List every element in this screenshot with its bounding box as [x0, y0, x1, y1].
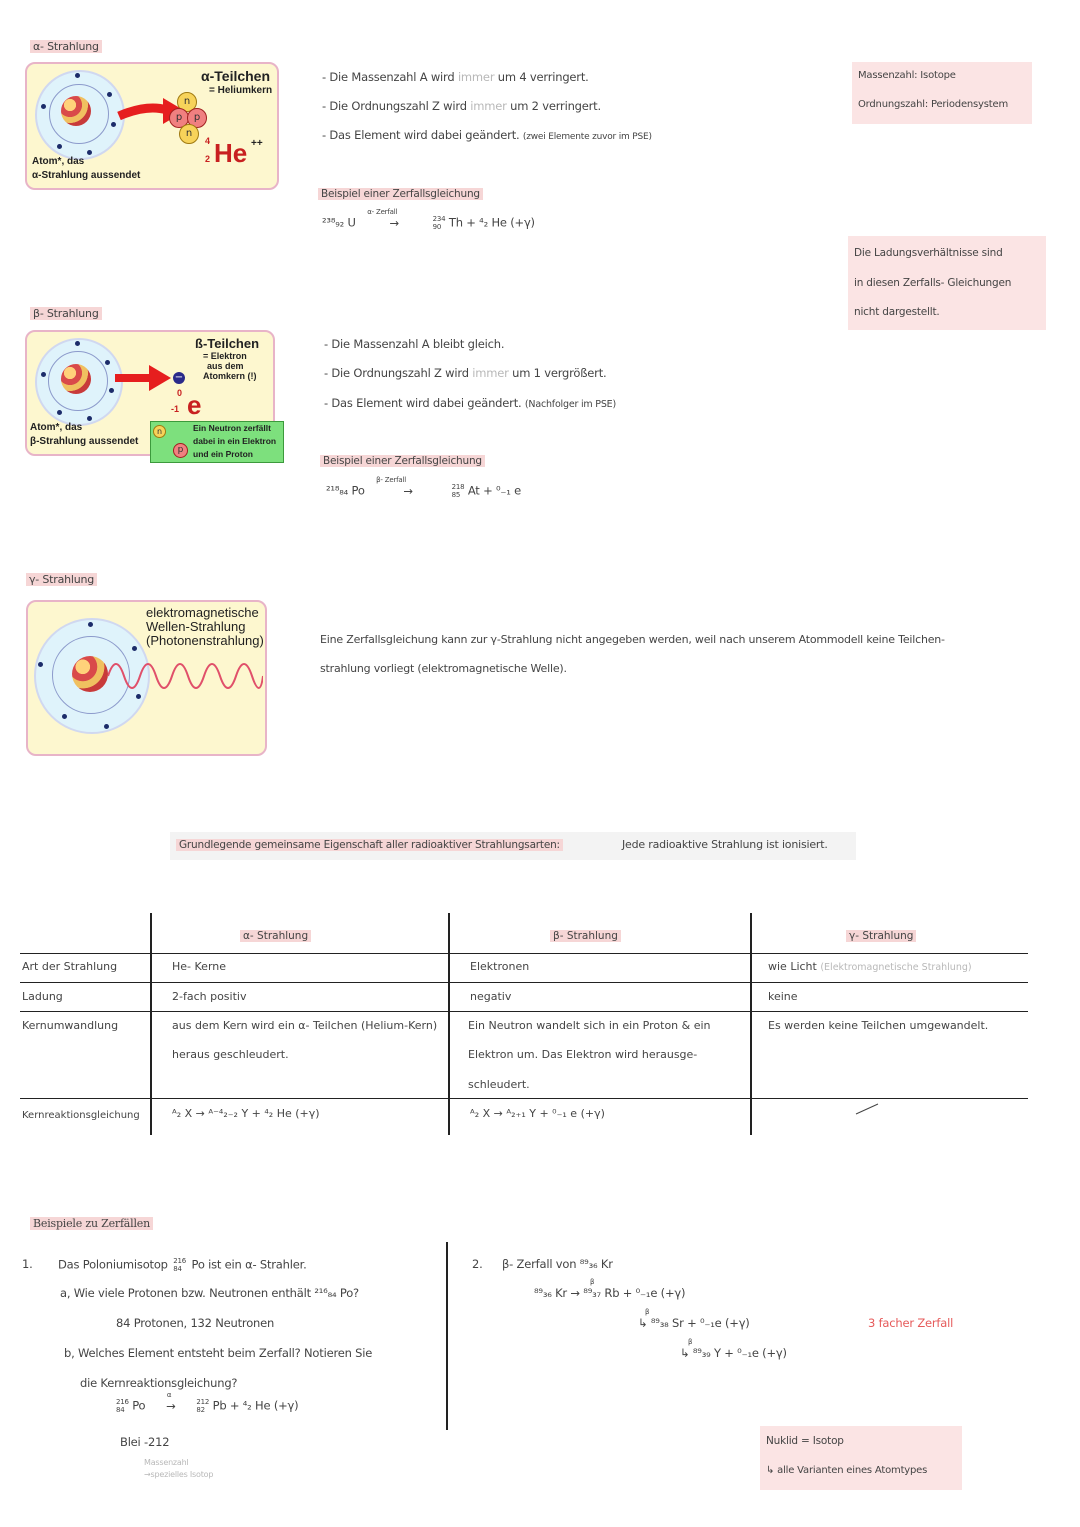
common-property: [170, 832, 856, 860]
electron-symbol: e: [187, 390, 202, 420]
example-1-question-a: a, Wie viele Protonen bzw. Neutronen enthält ²¹⁶₈₄ Po?: [60, 1286, 359, 1300]
row-label-kern: Kernumwandlung: [22, 1019, 119, 1032]
beta-diagram: − ß-Teilchen = Elektron aus dem Atomkern (!) 0 -1 e Atom*, das β-Strahlung aussendet: [25, 330, 275, 456]
nuklid-note: Nuklid = Isotop ↳ alle Varianten eines Atomtypes: [760, 1426, 962, 1490]
gamma-text-1: Eine Zerfallsgleichung kann zur γ-Strahlung nicht angegeben werden, weil nach unserem Atommodell keine Teilchen-: [320, 633, 945, 646]
cell-kern-beta-3: schleudert.: [468, 1078, 530, 1091]
neutron-icon: n: [177, 92, 197, 112]
example-2-line-1: ⁸⁹₃₆ Kr → ⁸⁹₃₇ Rb + ⁰₋₁e (+γ): [534, 1286, 686, 1300]
side-note-charges: Die Ladungsverhältnisse sind in diesen Zerfalls- Gleichungen nicht dargestellt.: [848, 236, 1046, 330]
beta-equation: ²¹⁸₈₄ Po β- Zerfall → 218 85 At + ⁰₋₁ e: [326, 475, 521, 499]
cell-kern-beta-1: Ein Neutron wandelt sich in ein Proton & ein: [468, 1019, 711, 1032]
he-charge: 2: [205, 154, 211, 164]
side-note-isotope: Massenzahl: Isotope Ordnungszahl: Periodensystem: [852, 62, 1032, 124]
example-1-note-2: →spezielles Isotop: [144, 1470, 214, 1479]
example-2-arrow-1: β: [590, 1278, 595, 1286]
gamma-text-2: strahlung vorliegt (elektromagnetische Welle).: [320, 662, 567, 675]
alpha-bullet-1: - Die Massenzahl A wird immer um 4 verringert.: [322, 70, 589, 84]
beta-particle-title: ß-Teilchen: [195, 336, 260, 351]
electron-icon: −: [174, 372, 184, 383]
row-label-art: Art der Strahlung: [22, 960, 118, 973]
example-1-equation: 216 84 Po α → 212 82 Pb + ⁴₂ He (+γ): [116, 1390, 299, 1414]
cell-art-alpha: He- Kerne: [172, 960, 227, 973]
alpha-particle-title: α-Teilchen: [201, 68, 271, 84]
table-header-alpha: α- Strahlung: [240, 930, 311, 942]
he-mass: 4: [205, 136, 211, 146]
common-label: Grundlegende gemeinsame Eigenschaft aller radioaktiver Strahlungsarten:: [176, 839, 563, 851]
dash-mark-icon: [854, 1102, 880, 1116]
beta-example-heading: Beispiel einer Zerfallsgleichung: [320, 455, 485, 467]
proton-icon: p: [173, 443, 188, 458]
alpha-heading: α- Strahlung: [30, 40, 102, 53]
alpha-bullet-3: - Das Element wird dabei geändert. (zwei Elemente zuvor im PSE): [322, 128, 652, 142]
cell-ladung-alpha: 2-fach positiv: [172, 990, 247, 1003]
cell-art-beta: Elektronen: [470, 960, 530, 973]
beta-bullet-1: - Die Massenzahl A bleibt gleich.: [324, 337, 505, 351]
example-2-arrow-2: β: [645, 1308, 650, 1316]
row-label-ladung: Ladung: [22, 990, 63, 1003]
example-2-arrow-3: β: [688, 1338, 693, 1346]
alpha-caption-1: Atom*, das: [32, 156, 85, 167]
cell-kern-alpha-2: heraus geschleudert.: [172, 1048, 289, 1061]
nucleus-icon: [61, 96, 91, 126]
examples-heading: Beispiele zu Zerfällen: [30, 1217, 153, 1230]
example-2-note: 3 facher Zerfall: [868, 1316, 954, 1330]
proton-icon: p: [169, 108, 189, 128]
example-1-question-b-2: die Kernreaktionsgleichung?: [80, 1376, 238, 1390]
neutron-icon: n: [153, 425, 166, 438]
common-value: Jede radioaktive Strahlung ist ionisiert.: [622, 838, 828, 851]
cell-art-gamma: wie Licht (Elektromagnetische Strahlung): [768, 960, 972, 973]
alpha-particle-subtitle: = Heliumkern: [209, 85, 273, 96]
cell-ladung-beta: negativ: [470, 990, 512, 1003]
example-1-number: 1.: [22, 1257, 33, 1271]
proton-icon: p: [187, 108, 207, 128]
cell-gleichung-alpha: ᴬ₂ X → ᴬ⁻⁴₂₋₂ Y + ⁴₂ He (+γ): [172, 1107, 320, 1120]
cell-kern-beta-2: Elektron um. Das Elektron wird herausge-: [468, 1048, 698, 1061]
neutron-decay-box: n p Ein Neutron zerfällt dabei in ein Elektron und ein Proton: [150, 421, 284, 463]
alpha-equation: ²³⁸₉₂ U α- Zerfall → 234 90 Th + ⁴₂ He (+γ): [322, 207, 535, 231]
gamma-diagram: [26, 600, 267, 756]
example-2-line-2: ↳ ⁸⁹₃₈ Sr + ⁰₋₁e (+γ): [638, 1316, 750, 1330]
cell-gleichung-beta: ᴬ₂ X → ᴬ₂₊₁ Y + ⁰₋₁ e (+γ): [470, 1107, 605, 1120]
example-2-number: 2.: [472, 1257, 483, 1271]
he-symbol: He: [214, 138, 248, 168]
wave-icon: [108, 646, 263, 706]
table-header-gamma: γ- Strahlung: [846, 930, 916, 942]
table-header-beta: β- Strahlung: [550, 930, 621, 942]
alpha-bullet-2: - Die Ordnungszahl Z wird immer um 2 verringert.: [322, 99, 601, 113]
example-1-intro: Das Poloniumisotop 216 84 Po ist ein α- Strahler.: [58, 1257, 307, 1273]
beta-bullet-2: - Die Ordnungszahl Z wird immer um 1 vergrößert.: [324, 366, 607, 380]
gamma-diagram-label: elektromagnetische Wellen-Strahlung (Photonenstrahlung): [146, 605, 264, 648]
arrow-icon: [113, 362, 173, 392]
cell-ladung-gamma: keine: [768, 990, 798, 1003]
alpha-example-heading: Beispiel einer Zerfallsgleichung: [318, 188, 483, 200]
row-label-gleichung: Kernreaktionsgleichung: [22, 1110, 140, 1121]
cell-kern-alpha-1: aus dem Kern wird ein α- Teilchen (Helium-Kern): [172, 1019, 438, 1032]
example-1-answer-a: 84 Protonen, 132 Neutronen: [116, 1316, 275, 1330]
alpha-caption-2: α-Strahlung aussendet: [32, 170, 141, 181]
nucleus-icon: [61, 364, 91, 394]
gamma-heading: γ- Strahlung: [26, 573, 97, 586]
he-ion: ++: [251, 138, 263, 149]
example-1-result: Blei -212: [120, 1435, 170, 1449]
example-2-title: β- Zerfall von ⁸⁹₃₆ Kr: [502, 1257, 613, 1271]
example-1-question-b: b, Welches Element entsteht beim Zerfall? Notieren Sie: [64, 1346, 373, 1360]
beta-bullet-3: - Das Element wird dabei geändert. (Nachfolger im PSE): [324, 396, 616, 410]
neutron-icon: n: [179, 124, 199, 144]
cell-kern-gamma: Es werden keine Teilchen umgewandelt.: [768, 1019, 989, 1032]
alpha-diagram: [25, 62, 279, 190]
beta-heading: β- Strahlung: [30, 307, 102, 320]
nucleus-icon: [72, 656, 108, 692]
example-2-line-3: ↳ ⁸⁹₃₉ Y + ⁰₋₁e (+γ): [680, 1346, 787, 1360]
example-1-note-1: Massenzahl: [144, 1458, 189, 1467]
